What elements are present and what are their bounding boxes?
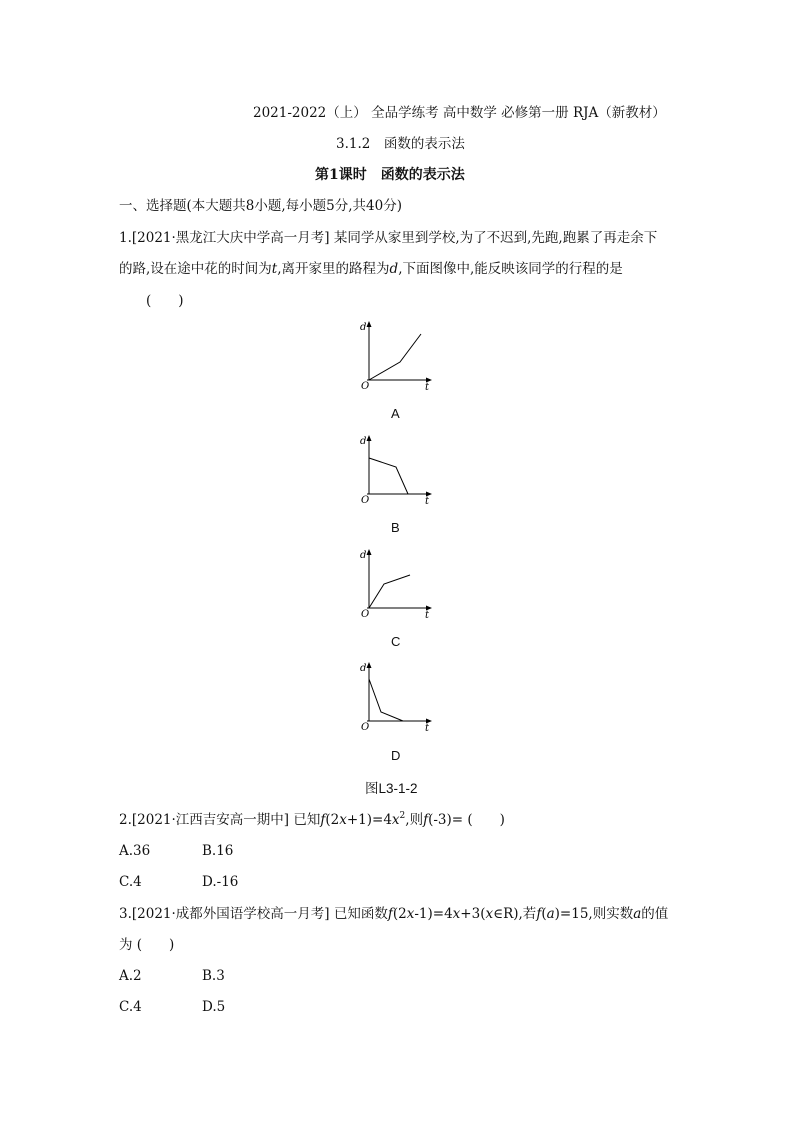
q2-x1: x [339, 812, 347, 828]
graph-c-curve [369, 575, 410, 608]
page-header: 2021-2022（上） 全品学练考 高中数学 必修第一册 RJA（新教材） [253, 105, 666, 121]
figure-caption: 图L3-1-2 [365, 781, 418, 796]
q3-text-c: -1)=4 [414, 906, 453, 922]
axis-label-d: d [360, 322, 367, 333]
graph-a [355, 318, 439, 398]
y-arrow [367, 549, 372, 555]
q3-text-h: 的值 [641, 906, 669, 922]
axis-label-t: t [425, 496, 430, 507]
q3-text-e: ∈R),若 [493, 906, 537, 922]
section-title: 3.1.2 函数的表示法 [336, 136, 465, 152]
q3-text-g: )=15,则实数 [554, 906, 634, 922]
graph-a-label: A [391, 406, 400, 421]
part-heading: 一、选择题(本大题共8小题,每小题5分,共40分) [119, 198, 402, 214]
y-arrow [367, 321, 372, 327]
q3-a2: a [633, 906, 642, 922]
origin-label: O [361, 495, 370, 506]
q3-text-b: (2 [392, 906, 407, 922]
q2-stem [119, 811, 505, 829]
q2-text-c: (2 [325, 812, 340, 828]
q1-answer-blank: ( ) [146, 293, 184, 309]
q3-line2: 为 ( ) [119, 937, 175, 953]
q3-text-d: +3( [460, 906, 486, 922]
y-arrow [367, 435, 372, 441]
q1-line2 [119, 260, 623, 278]
graph-c [355, 546, 439, 626]
graph-d [355, 659, 439, 739]
axis-label-d: d [360, 436, 367, 447]
q3-stem [119, 905, 668, 923]
axis-label-t: t [425, 723, 430, 734]
graph-b-curve [369, 458, 408, 494]
graph-b-label: B [391, 520, 400, 535]
q3-text-a: 3.[2021·成都外国语学校高一月考] 已知函数 [119, 906, 388, 922]
q2-text-g: (-3)= ( ) [428, 812, 505, 828]
graph-c-label: C [391, 634, 401, 649]
q3-text-f: ( [541, 906, 547, 922]
q2-text-e: ,则 [405, 812, 424, 828]
q3-option-d: D.5 [202, 999, 226, 1015]
q1-text-a: 的路,设在途中花的时间为 [119, 261, 272, 277]
lesson-title: 第1课时 函数的表示法 [315, 167, 465, 183]
axis-label-t: t [425, 382, 430, 393]
q2-f1: f [320, 812, 326, 828]
graph-d-label: D [391, 748, 401, 763]
q2-exponent: 2 [399, 811, 406, 821]
q2-x2: x [391, 812, 400, 828]
origin-label: O [361, 381, 370, 392]
q2-option-d: D.-16 [202, 874, 239, 890]
graph-b [355, 432, 439, 512]
q1-text-c: ,下面图像中,能反映该同学的行程的是 [398, 261, 623, 277]
q1-text-b: ,离开家里的路程为 [277, 261, 390, 277]
axis-label-d: d [360, 550, 367, 561]
y-arrow [367, 662, 372, 668]
q3-x2: x [452, 906, 461, 922]
q2-option-a: A.36 [119, 843, 151, 859]
axis-label-t: t [425, 610, 430, 621]
origin-label: O [361, 722, 370, 733]
origin-label: O [361, 609, 370, 620]
q3-x3: x [485, 906, 494, 922]
q3-a1: a [546, 906, 555, 922]
q1-var-d: d [389, 261, 399, 277]
q2-text-a: 2.[2021·江西吉安高一期中] 已知 [119, 812, 321, 828]
graph-a-curve [369, 334, 421, 380]
q2-option-c: C.4 [119, 874, 142, 890]
q2-text-d: +1)=4 [346, 812, 392, 828]
q1-line1: 1.[2021·黑龙江大庆中学高一月考] 某同学从家里到学校,为了不迟到,先跑,跑累了再走余下 [119, 230, 658, 246]
q1-var-t: t [271, 261, 278, 277]
axis-label-d: d [360, 663, 367, 674]
q2-f2: f [423, 812, 429, 828]
q3-f1: f [387, 906, 393, 922]
q3-f2: f [536, 906, 542, 922]
q2-option-b: B.16 [202, 843, 234, 859]
q3-x1: x [406, 906, 415, 922]
graph-d-curve [369, 679, 403, 721]
q3-option-a: A.2 [119, 968, 142, 984]
q3-option-c: C.4 [119, 999, 142, 1015]
q3-option-b: B.3 [202, 968, 225, 984]
